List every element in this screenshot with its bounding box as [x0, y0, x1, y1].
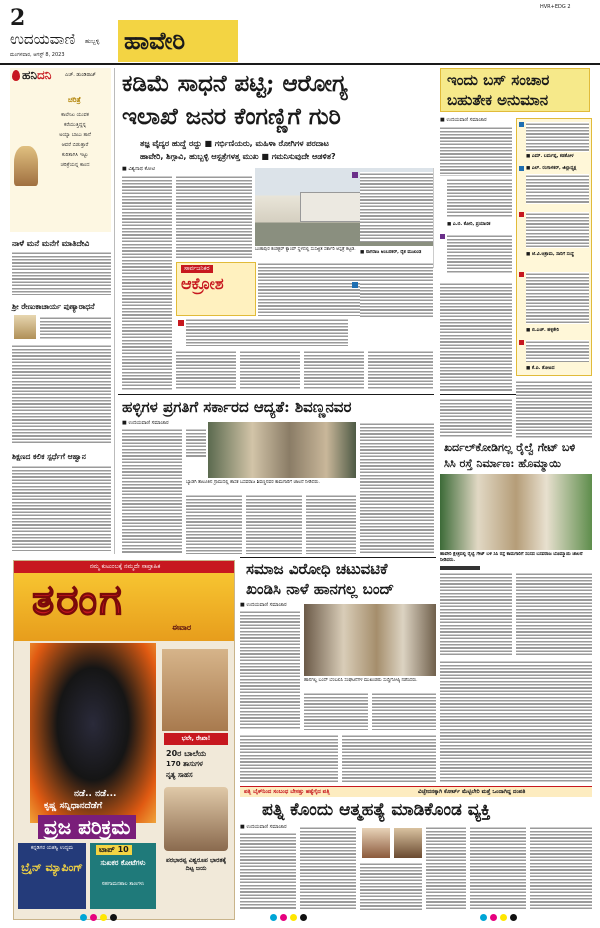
bottom-headline[interactable]: ಪತ್ನಿ ಕೊಂದು ಆತ್ಮಹತ್ಯೆ ಮಾಡಿಕೊಂಡ ವ್ಯಕ್ತಿ: [262, 800, 491, 820]
lead-body: [368, 350, 433, 390]
bus-quote: [526, 212, 589, 248]
brief-title[interactable]: ಶ್ರೀ ರೇಣುಕಾಚಾರ್ಯ ಪುಣ್ಯಾರಾಧನೆ: [12, 302, 95, 311]
bottom-body: [240, 832, 296, 910]
poem-line: ಕುರಿತಾಗಿಸಿ ಇಟ್ಟು: [61, 152, 89, 158]
bus-quote-attribution: ■ ಬಿ.ಎಚ್. ಹಳ್ಳಿಕೇರಿ: [526, 328, 559, 333]
red-bullet-icon: [519, 272, 524, 277]
bus-headline-1[interactable]: ಇಂದು ಬಸ್ ಸಂಚಾರ: [447, 71, 550, 89]
honey-title-a: ಹನಿ: [22, 68, 37, 82]
ad-side-box-2: [90, 843, 156, 909]
story2-caption: ಬ್ಯಾಡಗಿ ತಾಲೂಕಿನ ಗ್ರಾಮದಲ್ಲಿ ಶಾಸಕ ಬಸವರಾಜ ಶಿವಣ್ಣನವರ ಕಾಮಗಾರಿಗೆ ಚಾಲನೆ ನೀಡಿದರು.: [186, 480, 320, 485]
bandh-body: [304, 692, 368, 730]
lead-subhead-2: ಹಾವೇರಿ, ಶಿಗ್ಗಾವಿ, ಹುಬ್ಬಳ್ಳಿ ಆಸ್ಪತ್ರೆಗಳತ್ತ ಮುಖ ■ ಗಮನಿಸುವುದೇ ಆಡಳಿತ?: [140, 152, 336, 161]
poem-line: ಕರೆಯುತ್ತಿದ್ದನ್ನ: [63, 122, 87, 128]
poem-line: ಆವರೆ ಬಿಡುತ್ತಾರೆ: [61, 142, 89, 148]
reg-dot: [290, 914, 297, 921]
brief-title[interactable]: ನಾಳೆ ಮನೆ ಮನೆಗೆ ಮಾತಿದೇವಿ: [12, 238, 90, 248]
lead-body: [304, 350, 364, 390]
brief-body: [12, 465, 111, 551]
reg-dot: [300, 914, 307, 921]
lead-body: [240, 350, 300, 390]
honey-title-b: ದನಿ: [37, 68, 52, 82]
story3-photo: [440, 474, 592, 550]
lead-callout-box: [176, 262, 256, 316]
lead-body: [176, 175, 252, 260]
reg-dot: [90, 914, 97, 921]
victim-photo-2: [394, 828, 422, 858]
bandh-headline-2[interactable]: ಖಂಡಿಸಿ ನಾಳೆ ಹಾನಗಲ್ಲ ಬಂದ್: [246, 580, 395, 598]
bus-side-quote: [447, 178, 512, 218]
story2-photo: [208, 422, 356, 478]
story3-byline: [440, 566, 480, 570]
taranga-ad[interactable]: [13, 560, 235, 920]
bus-headline-box: [440, 68, 590, 112]
reg-dot: [270, 914, 277, 921]
masthead-rule: [0, 63, 600, 65]
story2-body: [360, 422, 434, 554]
ad-top-line: ನಮ್ಮ ಕುಟುಂಬಕ್ಕೆ ನಮ್ಮದೇ ಸಾಪ್ತಾಹಿಕ: [14, 561, 235, 573]
page-number: 2: [10, 5, 26, 31]
blue-bullet-icon: [519, 122, 524, 127]
honey-poem: [40, 110, 110, 170]
lead-photo-caption: ಬಂಕಾಪುರ ಕಂಡಕ್ಟರ್ ಕ್ಯಾಂಪ್ ಸ್ಥಳದಲ್ಲಿ ಸುಸಜ್ಜಿತ ಸರ್ಕಾರಿ ಆಸ್ಪತ್ರೆ ಕಟ್ಟಡ.: [255, 247, 356, 252]
story3-caption: ಹಾವೇರಿ ಕ್ಷೇತ್ರದಲ್ಲಿ ರೈಲ್ವೆ ಗೇಟ್ ಬಳಿ ಸಿಸಿ ರಸ್ತೆ ಕಾಮಗಾರಿಗೆ ಸಂಸದ ಬಸವರಾಜ ಬೊಮ್ಮಾಯಿ ಚಾಲನೆ ನೀಡಿದರು.: [440, 552, 583, 563]
top10-c: ಸಹಗಾಮನಶಾಲ ತಾಣಗಳು: [101, 881, 145, 887]
bus-quote-attribution: ■ ಕೆ.ಪಿ. ತೋಟದ: [526, 366, 555, 371]
bus-byline: ■ ಉದಯವಾಣಿ ಸಮಾಚಾರ: [440, 117, 487, 123]
taranga-subtitle: ಈವಾರ: [172, 623, 192, 632]
story3-body: [440, 572, 512, 656]
lead-quote: [186, 318, 348, 346]
story2-top-rule: [118, 394, 434, 395]
honey-poem-title: ಚರಿತ್ರೆ: [68, 96, 81, 104]
ad-side-text: ಕನ್ನಡಿಗರ ಯಶಸ್ವಿ ಉದ್ಯಮ: [30, 845, 74, 851]
reg-dot: [100, 914, 107, 921]
right-body: [440, 660, 592, 782]
ad-tagline-1: ನಡೆ.. ನಡೆ...: [74, 789, 117, 799]
red-bullet-icon: [519, 340, 524, 345]
bottom-kicker-1: ಪತ್ನಿ ಬೈಕ್‌ನಿಂದ ಸಂಬಂಧ ಬೇಸತ್ತು ಹತ್ಯೆಗೈದ ಪತ್ನಿ: [244, 789, 330, 795]
bus-quote: [526, 174, 589, 204]
cartoon-figure: [14, 146, 38, 186]
top10-b: ಸುಖಕರ ಕೋಟೆಗಳು: [100, 859, 146, 867]
red-bullet-icon: [519, 212, 524, 217]
poem-line: ಚರಿತ್ರೆಯನ್ನ ಕಾಂದ: [60, 162, 90, 168]
blue-bullet-icon: [352, 282, 358, 288]
ad-stat-1: 20ರ ಬಾಲೆಯ: [166, 749, 207, 758]
story2-body: [186, 494, 242, 554]
victim-photo-1: [362, 828, 390, 858]
bandh-byline: ■ ಉದಯವಾಣಿ ಸಮಾಚಾರ: [240, 602, 287, 608]
top10-a: ಟಾಪ್ 10: [96, 845, 132, 855]
reg-dot: [80, 914, 87, 921]
reg-dot: [500, 914, 507, 921]
poem-line: ಕಾಲೇಜು ಯುವಕ: [61, 112, 89, 118]
lead-subhead-1: ತಜ್ಞ ವೈದ್ಯರ ಹುದ್ದೆ ರದ್ದು ■ ಗರ್ಭಿಣಿಯರು, ಮಹಿಳಾ ರೋಗಿಗಳ ಪರದಾಟ: [140, 139, 329, 148]
issue-date: ಮಂಗಳವಾರ, ಆಗಸ್ಟ್ 8, 2023: [10, 52, 65, 58]
story3-headline-1[interactable]: ಖರ್ದಲ್‌ಕೋಡಿಗಲ್ಲ ರೈಲ್ವೆ ಗೇಟ್ ಬಳಿ: [444, 441, 576, 454]
callout-title: ಆಕ್ರೋಶ: [181, 274, 224, 293]
story2-byline: ■ ಉದಯವಾಣಿ ಸಮಾಚಾರ: [122, 420, 169, 426]
brief-body: [12, 344, 111, 444]
honey-drop-icon: [12, 70, 20, 81]
blue-bullet-icon: [519, 166, 524, 171]
honey-author: ಎಚ್. ಡುಂಡಿರಾಜ್: [65, 72, 96, 78]
bottom-byline: ■ ಉದಯವಾಣಿ ಸಮಾಚಾರ: [240, 824, 287, 830]
story2-body: [122, 428, 182, 554]
bottom-body: [530, 826, 592, 910]
brief-body: [40, 316, 111, 340]
ad-portrait: [164, 787, 228, 851]
reg-dot: [110, 914, 117, 921]
bus-quote: [526, 122, 589, 152]
edition-label: ಹುಬ್ಬಳ್ಳಿ: [85, 38, 100, 45]
bandh-top-rule: [240, 557, 436, 558]
story3-body: [440, 398, 512, 438]
bus-quote: [526, 272, 589, 324]
honey-title: [22, 68, 51, 82]
ad-brand-2: ಬ್ರೈನ್ ಮ್ಯಾಪಿಂಗ್: [21, 861, 83, 874]
ad-badge: ಭಲೇ, ರೇಖಾ!: [164, 733, 228, 745]
lead-body: [122, 175, 172, 390]
brief-title[interactable]: ಶಿಕ್ಷಣದ ಕಲಿಕ ಸ್ಪರ್ಧೆಗೆ ಆಹ್ವಾನ: [12, 452, 86, 461]
page-code: HVR+EDG 2: [540, 4, 571, 10]
ad-tagline-2: ಕೃಷ್ಣ ಸನ್ನಿಧಾನದೆಡೆಗೆ: [44, 801, 103, 811]
reg-dot: [480, 914, 487, 921]
bottom-body: [426, 826, 466, 910]
purple-bullet-icon: [440, 234, 445, 239]
bottom-body: [360, 862, 422, 910]
bus-quote-attribution: ■ ಎ.ಬಿ. ಕೋರಿ, ಪ್ರಯಾಣಿಕ: [447, 222, 491, 227]
bottom-kicker-2: ವಿಚ್ಛೇದನಕ್ಕಾಗಿ ಕೋರ್ಟ್ ಮೆಟ್ಟಿಲೇರಿ ಮತ್ತೆ ಒಂದಾಗಿದ್ದ ದಂಪತಿ: [418, 789, 526, 795]
lead-byline: ■ ವಿಶ್ವನಾಥ ಕೋಟಿ: [122, 166, 155, 172]
left-column-divider: [114, 68, 115, 554]
bus-quote-attribution: ■ ಎಲ್. ರಂಗಾಳಕರ್, ಜಿಲ್ಲಾಧ್ಯಕ್ಷ: [526, 166, 577, 171]
bandh-caption: ಹಾನಗಲ್ಲ ಬಂದ್ ಬೆಂಬಲಿಸಿ ಸಂಘಟನೆಗಳ ಮುಖಂಡರು ಸುದ್ದಿಗೋಷ್ಠಿ ನಡೆಸಿದರು.: [304, 678, 418, 683]
bus-headline-2[interactable]: ಬಹುತೇಕ ಅನುಮಾನ: [447, 91, 549, 109]
quote-attribution: ■ ನಾಗರಾಜ ಅಂಬರಕರ್, ರೈತ ಮುಖಂಡ: [360, 250, 422, 255]
bus-side-quote: [447, 234, 512, 274]
bandh-body: [342, 734, 436, 782]
bandh-body: [240, 610, 300, 730]
lead-body: [176, 350, 236, 390]
bandh-headline-1[interactable]: ಸಮಾಜ ವಿರೋಧಿ ಚಟುವಟಿಕೆ: [246, 560, 388, 578]
story2-body: [186, 428, 206, 458]
bus-body: [440, 282, 512, 392]
brief-body: [12, 251, 111, 295]
reg-dot: [280, 914, 287, 921]
lead-quote: [360, 282, 433, 318]
registration-marks-left: [80, 914, 117, 921]
ad-stat-2: 170 ತಾಸುಗಳ: [166, 760, 203, 768]
bandh-photo: [304, 604, 436, 676]
poem-line: ಅಯ್ಯಾ ಬಾಬು ತಾನೆ: [59, 132, 91, 138]
callout-label: ಸಾರ್ವಜನಿಕರ: [181, 265, 213, 273]
bottom-body: [300, 826, 356, 910]
reg-dot: [490, 914, 497, 921]
brief-photo: [14, 315, 36, 339]
bus-quote: [526, 340, 589, 362]
dancer-image: [162, 649, 228, 731]
reg-dot: [510, 914, 517, 921]
story3-headline-2[interactable]: ಸಿಸಿ ರಸ್ತೆ ನಿರ್ಮಾಣ: ಹೊಮ್ಮಾಯಿ: [444, 457, 561, 470]
honey-column: [10, 68, 111, 232]
bus-quote-attribution: ■ ಜೆ.ವಿ.ಆಶ್ರಾಮ, ಸಾರಿಗೆ ಸಂಸ್ಥೆ: [526, 252, 575, 257]
bus-quote-attribution: ■ ಎಮ್. ಬರ್ಮಪ್ಪ, ಕಡಕೋಳ: [526, 154, 574, 159]
registration-marks: [270, 914, 307, 921]
story3-body: [516, 380, 592, 438]
bottom-body: [470, 826, 526, 910]
lead-headline-line-2[interactable]: ಇಲಾಖೆ ಜನರ ಕೆಂಗಣ್ಣಿಗೆ ಗುರಿ: [122, 103, 341, 130]
ad-stat-3: ನೃತ್ಯ ಸಾಹಸ: [166, 771, 193, 779]
bandh-body: [240, 734, 338, 782]
masthead: [0, 0, 600, 62]
story2-body: [306, 494, 356, 554]
ad-title: ವ್ರಜ ಪರಿಕ್ರಮ: [38, 815, 136, 839]
bandh-body: [372, 692, 436, 730]
story2-body: [246, 494, 302, 554]
section-title: ಹಾವೇರಿ: [124, 26, 186, 55]
paper-name: ಉದಯವಾಣಿ: [10, 30, 76, 48]
ad-side-text-2: ಪರಭಾರಪ್ಪ ವಿಶ್ವರೂಪ ಭಾರತಕ್ಕೆ ದಿಟ್ಟ ಜಯ: [165, 857, 227, 872]
red-bullet-icon: [178, 320, 184, 326]
story3-body: [516, 572, 592, 656]
story2-headline[interactable]: ಹಳ್ಳಿಗಳ ಪ್ರಗತಿಗೆ ಸರ್ಕಾರದ ಆದ್ಯತೆ: ಶಿವಣ್ಣನವರ: [122, 398, 352, 416]
registration-marks-right: [480, 914, 517, 921]
ad-side-box-1: [18, 843, 86, 909]
taranga-logo: ತರಂಗ: [32, 575, 124, 624]
lead-headline-line-1[interactable]: ಕಡಿಮೆ ಸಾಧನೆ ಪಟ್ಟಿ; ಆರೋಗ್ಯ: [122, 70, 348, 97]
